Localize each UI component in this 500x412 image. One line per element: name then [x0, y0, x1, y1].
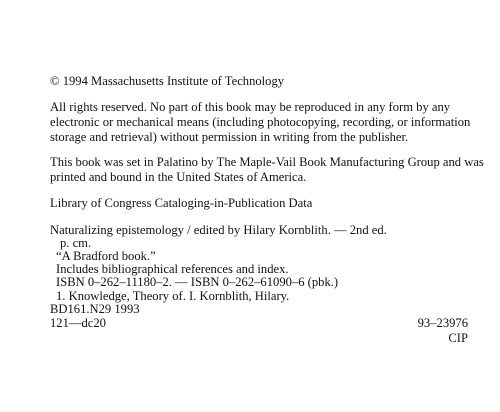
rights-line-3: storage and retrieval) without permission in writing from the publisher.: [50, 130, 409, 144]
cip-series: “A Bradford book.”: [56, 249, 156, 263]
cip-notes: Includes bibliographical references and index.: [56, 262, 289, 276]
printing-line-2: printed and bound in the United States of America.: [50, 170, 307, 184]
rights-line-1: All rights reserved. No part of this book may be reproduced in any form by any: [50, 100, 451, 114]
cip-subjects: 1. Knowledge, Theory of. I. Kornblith, Hilary.: [56, 289, 290, 303]
cip-lccn: 93–23976: [417, 316, 468, 330]
cip-isbn: ISBN 0–262–11180–2. — ISBN 0–262–61090–6 (pbk.): [56, 275, 339, 289]
cip-lc-class: BD161.N29 1993: [50, 302, 140, 316]
cip-tag: CIP: [448, 331, 468, 345]
cip-heading: Library of Congress Cataloging-in-Publication Data: [50, 196, 313, 210]
copyright-line: © 1994 Massachusetts Institute of Technology: [50, 74, 285, 88]
printing-line-1: This book was set in Palatino by The Maple-Vail Book Manufacturing Group and was: [50, 155, 484, 169]
cip-physical: p. cm.: [60, 236, 92, 250]
rights-line-2: electronic or mechanical means (including photocopying, recording, or information: [50, 115, 471, 129]
cip-title-line: Naturalizing epistemology / edited by Hilary Kornblith. — 2nd ed.: [50, 223, 387, 237]
cip-dewey: 121—dc20: [50, 316, 106, 330]
